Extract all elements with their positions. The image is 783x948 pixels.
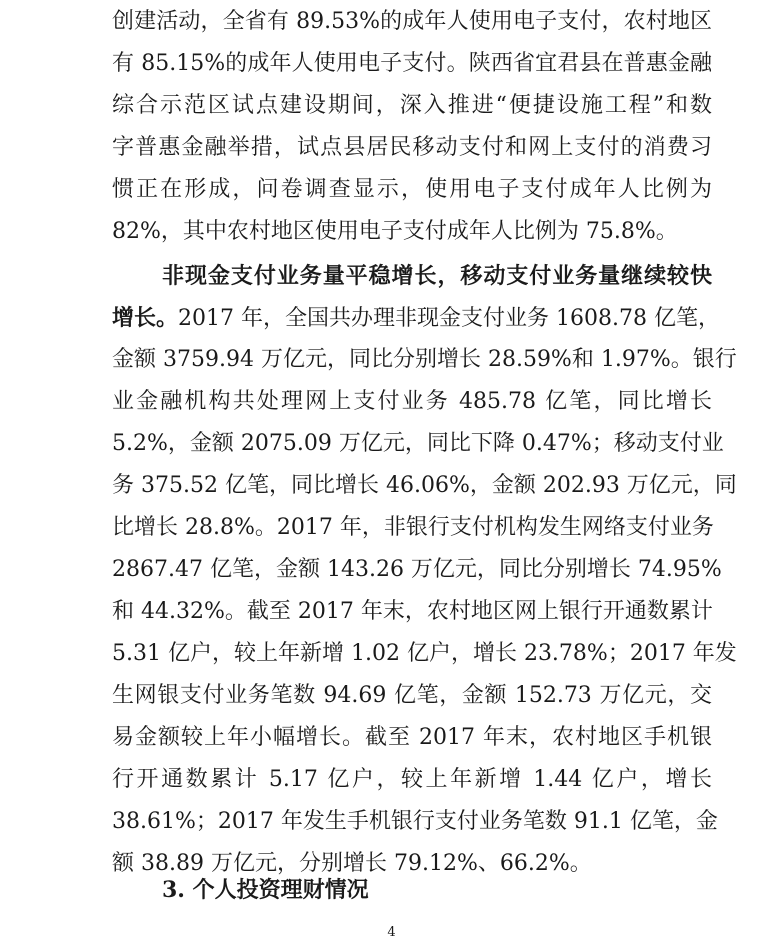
text-line: 创建活动，全省有 89.53%的成年人使用电子支付，农村地区 (112, 9, 712, 34)
text-line: 有 85.15%的成年人使用电子支付。陕西省宜君县在普惠金融 (112, 51, 712, 76)
text-line: 82%，其中农村地区使用电子支付成年人比例为 75.8%。 (112, 219, 678, 244)
text-line-mixed (112, 298, 720, 338)
text-line: 金额 3759.94 万亿元，同比分别增长 28.59%和 1.97%。银行 (112, 347, 737, 372)
section-heading: 3. 个人投资理财情况 (162, 877, 369, 903)
page-number: 4 (387, 925, 396, 940)
bold-lead-line: 非现金支付业务量平稳增长，移动支付业务量继续较快 (162, 263, 712, 289)
text-line: 务 375.52 亿笔，同比增长 46.06%，金额 202.93 万亿元，同 (112, 473, 737, 498)
text-line: 5.2%，金额 2075.09 万亿元，同比下降 0.47%；移动支付业 (112, 431, 724, 456)
text-line: 和 44.32%。截至 2017 年末，农村地区网上银行开通数累计 (112, 599, 713, 624)
text-line: 比增长 28.8%。2017 年，非银行支付机构发生网络支付业务 (112, 515, 714, 540)
text-line: 2867.47 亿笔，金额 143.26 万亿元，同比分别增长 74.95% (112, 557, 722, 582)
text-line: 惯正在形成，问卷调查显示，使用电子支付成年人比例为 (112, 177, 712, 202)
text-line: 额 38.89 万亿元，分别增长 79.12%、66.2%。 (112, 851, 592, 876)
text-line: 字普惠金融举措，试点县居民移动支付和网上支付的消费习 (112, 135, 712, 160)
text-line: 业金融机构共处理网上支付业务 485.78 亿笔，同比增长 (112, 389, 712, 414)
text-run: 2017 年，全国共办理非现金支付业务 1608.78 亿笔， (178, 306, 720, 331)
text-line: 行开通数累计 5.17 亿户，较上年新增 1.44 亿户，增长 (112, 767, 712, 792)
text-line: 易金额较上年小幅增长。截至 2017 年末，农村地区手机银 (112, 725, 712, 750)
bold-lead-text: 增长。 (112, 305, 179, 331)
text-line: 38.61%；2017 年发生手机银行支付业务笔数 91.1 亿笔，金 (112, 809, 718, 834)
text-line: 综合示范区试点建设期间，深入推进“便捷设施工程”和数 (112, 93, 712, 118)
text-line: 生网银支付业务笔数 94.69 亿笔，金额 152.73 万亿元，交 (112, 683, 712, 708)
text-line: 5.31 亿户，较上年新增 1.02 亿户，增长 23.78%；2017 年发 (112, 641, 737, 666)
